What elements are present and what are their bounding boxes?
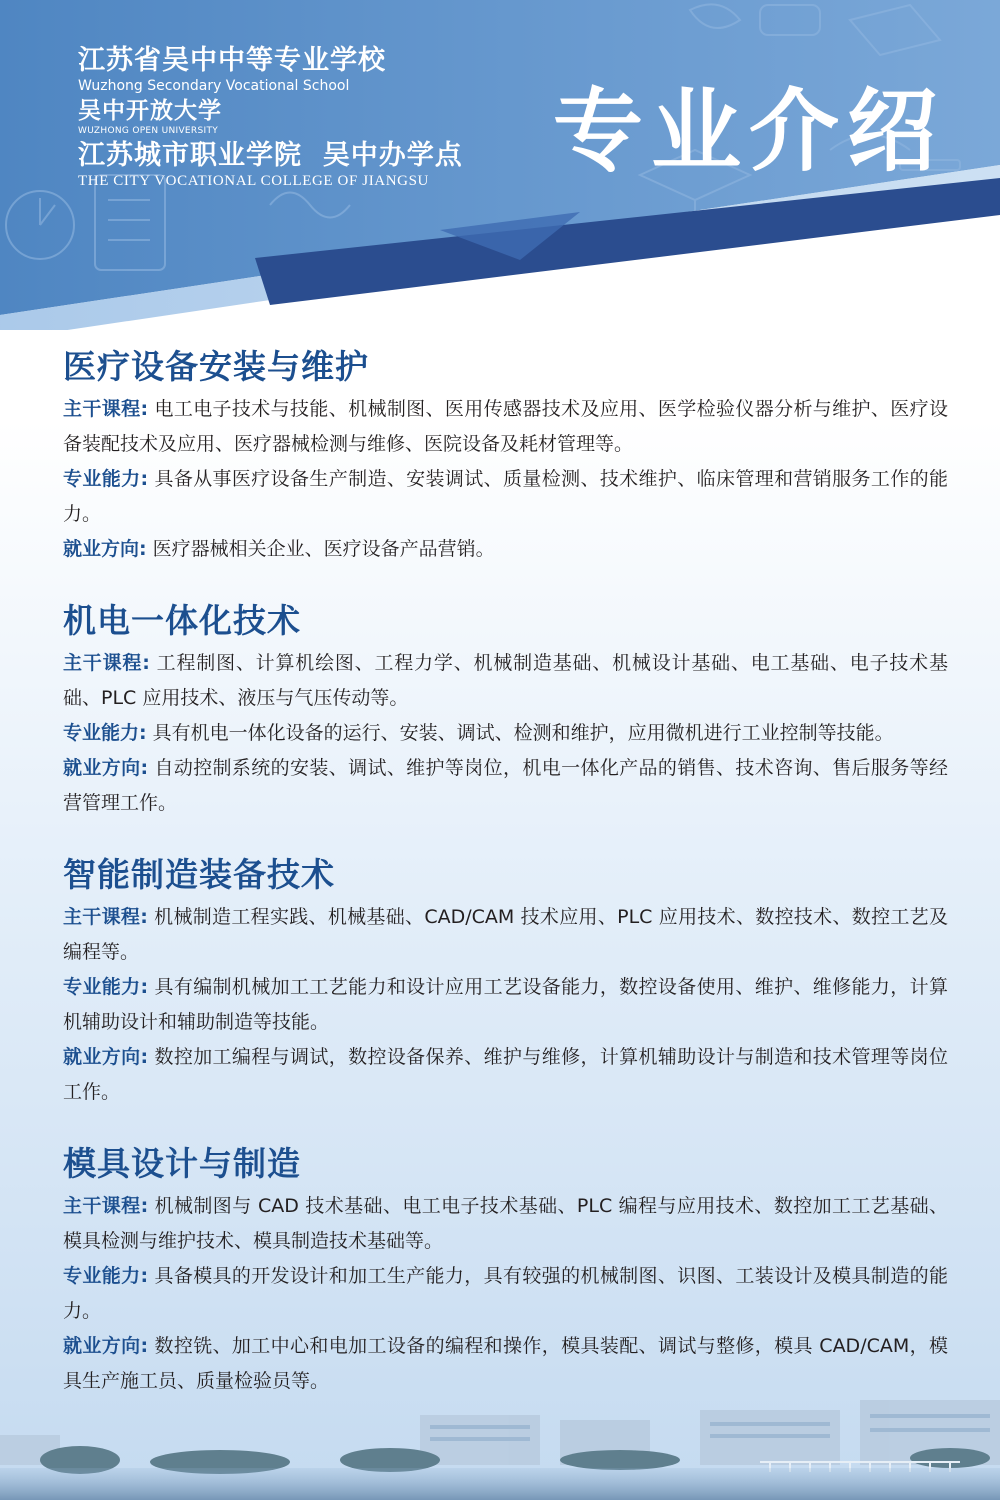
major-courses	[63, 646, 948, 716]
majors-list	[63, 344, 948, 1430]
major-employment	[63, 532, 948, 567]
major-title: 医疗设备安装与维护	[63, 347, 369, 386]
field-text: 具备模具的开发设计和加工生产能力，具有较强的机械制图、识图、工装设计及模具制造的能力。	[63, 1265, 948, 1322]
school-logo-city-vocational-college	[78, 133, 463, 190]
major-abilities	[63, 970, 948, 1040]
field-label: 专业能力:	[63, 1265, 149, 1287]
field-label: 就业方向:	[63, 757, 149, 779]
school-name-cn: 吴中开放大学	[78, 97, 222, 124]
field-text: 数控铣、加工中心和电加工设备的编程和操作，模具装配、调试与整修，模具 CAD/CAM，模具生产施工员、质量检验员等。	[63, 1335, 948, 1392]
major-abilities	[63, 462, 948, 532]
field-text: 医疗器械相关企业、医疗设备产品营销。	[152, 538, 495, 560]
major-title: 机电一体化技术	[63, 601, 301, 640]
header-banner	[0, 0, 1000, 330]
field-label: 专业能力:	[63, 468, 149, 490]
field-text: 自动控制系统的安装、调试、维护等岗位，机电一体化产品的销售、技术咨询、售后服务等经营管理工作。	[63, 757, 948, 814]
field-label: 专业能力:	[63, 722, 147, 744]
field-label: 主干课程:	[63, 652, 150, 674]
field-text: 具有机电一体化设备的运行、安装、调试、检测和维护，应用微机进行工业控制等技能。	[152, 722, 894, 744]
major-courses	[63, 392, 948, 462]
major-section	[63, 852, 948, 1110]
page-title: 专业介绍	[553, 79, 945, 184]
major-section	[63, 1141, 948, 1399]
major-employment	[63, 751, 948, 821]
school-logo-wuzhong-open-university	[78, 92, 222, 136]
school-name-cn: 江苏城市职业学院 吴中办学点	[78, 140, 463, 171]
field-label: 主干课程:	[63, 398, 149, 420]
field-label: 就业方向:	[63, 1046, 149, 1068]
major-employment	[63, 1329, 948, 1399]
major-employment	[63, 1040, 948, 1110]
major-section	[63, 344, 948, 567]
school-name-cn: 江苏省吴中中等专业学校	[78, 45, 386, 76]
field-text: 具备从事医疗设备生产制造、安装调试、质量检测、技术维护、临床管理和营销服务工作的能力。	[63, 468, 948, 525]
field-label: 就业方向:	[63, 538, 147, 560]
major-abilities	[63, 1259, 948, 1329]
school-name-en: WUZHONG OPEN UNIVERSITY	[78, 126, 219, 136]
major-section	[63, 598, 948, 821]
field-text: 机械制图与 CAD 技术基础、电工电子技术基础、PLC 编程与应用技术、数控加工工艺基础、模具检测与维护技术、模具制造技术基础等。	[63, 1195, 948, 1252]
major-abilities	[63, 716, 948, 751]
field-text: 电工电子技术与技能、机械制图、医用传感器技术及应用、医学检验仪器分析与维护、医疗设备装配技术及应用、医疗器械检测与维修、医院设备及耗材管理等。	[63, 398, 948, 455]
school-name-en: Wuzhong Secondary Vocational School	[78, 78, 350, 94]
school-logo-wuzhong-secondary	[78, 38, 386, 94]
field-text: 数控加工编程与调试，数控设备保养、维护与维修，计算机辅助设计与制造和技术管理等岗位工作。	[63, 1046, 948, 1103]
field-label: 就业方向:	[63, 1335, 149, 1357]
field-label: 主干课程:	[63, 1195, 149, 1217]
major-title: 智能制造装备技术	[63, 855, 335, 894]
major-courses	[63, 1189, 948, 1259]
field-label: 专业能力:	[63, 976, 149, 998]
campus-scenery-image	[0, 1390, 1000, 1500]
field-text: 工程制图、计算机绘图、工程力学、机械制造基础、机械设计基础、电工基础、电子技术基础、PLC 应用技术、液压与气压传动等。	[63, 652, 948, 709]
school-name-en: THE CITY VOCATIONAL COLLEGE OF JIANGSU	[78, 173, 429, 189]
field-label: 主干课程:	[63, 906, 148, 928]
field-text: 机械制造工程实践、机械基础、CAD/CAM 技术应用、PLC 应用技术、数控技术、数控工艺及编程等。	[63, 906, 948, 963]
major-courses	[63, 900, 948, 970]
field-text: 具有编制机械加工工艺能力和设计应用工艺设备能力，数控设备使用、维护、维修能力，计算机辅助设计和辅助制造等技能。	[63, 976, 948, 1033]
major-title: 模具设计与制造	[63, 1144, 301, 1183]
